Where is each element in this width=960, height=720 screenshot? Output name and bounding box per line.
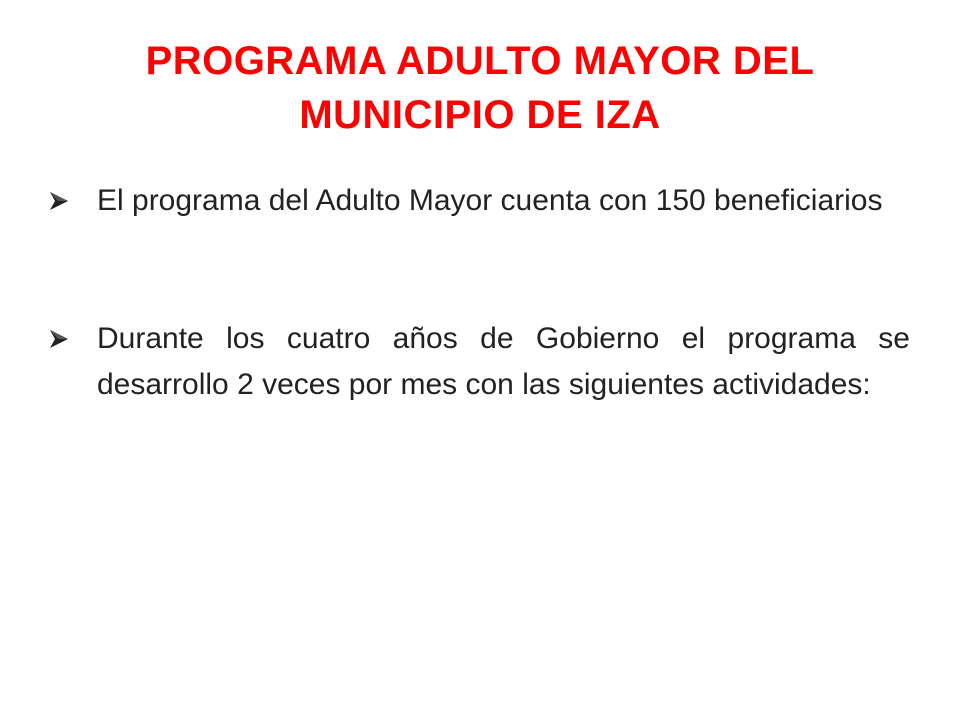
arrow-bullet-icon [48, 190, 70, 212]
slide-title: PROGRAMA ADULTO MAYOR DEL MUNICIPIO DE IZA [145, 39, 815, 137]
bullet-list [72, 178, 910, 408]
bullet-item [72, 316, 910, 408]
bullet-text: El programa del Adulto Mayor cuenta con 150 beneficiarios [97, 184, 883, 217]
bullet-text: Durante los cuatro años de Gobierno el programa se desarrollo 2 veces por mes con las siguientes actividades: [97, 322, 910, 401]
arrow-bullet-icon [48, 328, 70, 350]
bullet-item [72, 178, 910, 224]
